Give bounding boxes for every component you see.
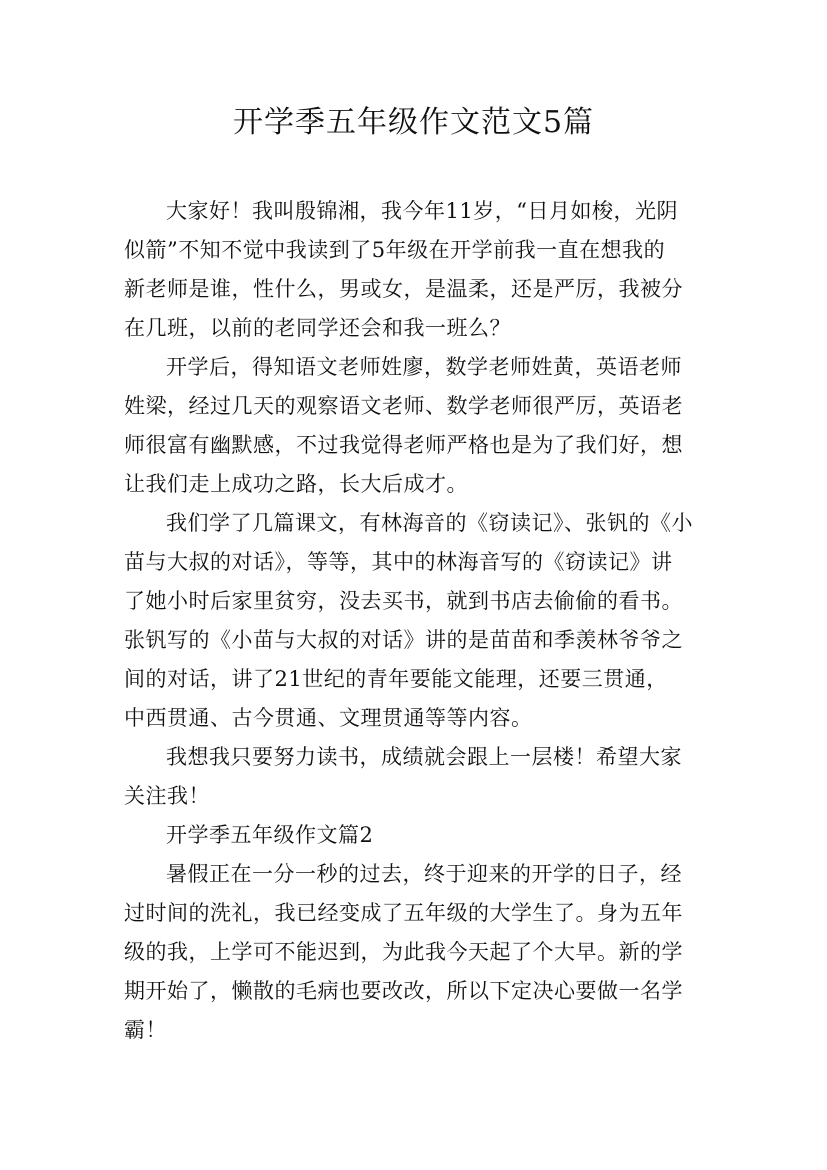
- paragraph-line: 级的我，上学可不能迟到，为此我今天起了个大早。新的学: [124, 940, 683, 964]
- paragraph-line: 间的对话，讲了21世纪的青年要能文能理，还要三贯通，: [124, 667, 668, 691]
- paragraph-line: 过时间的洗礼，我已经变成了五年级的大学生了。身为五年: [124, 901, 683, 925]
- paragraph-2: [124, 348, 706, 504]
- paragraph-line: 姓梁，经过几天的观察语文老师、数学老师很严厉，英语老: [124, 394, 683, 418]
- paragraph-line: 师很富有幽默感，不过我觉得老师严格也是为了我们好，想: [124, 433, 683, 457]
- paragraph-line: 期开始了，懒散的毛病也要改改，所以下定决心要做一名学: [124, 979, 683, 1003]
- paragraph-line: 了她小时后家里贫穷，没去买书，就到书店去偷偷的看书。: [124, 589, 683, 613]
- paragraph-line: 苗与大叔的对话》，等等，其中的林海音写的《窃读记》讲: [124, 550, 673, 574]
- paragraph-line: 我想我只要努力读书，成绩就会跟上一层楼！希望大家: [166, 745, 682, 769]
- paragraph-line: 张钒写的《小苗与大叔的对话》讲的是苗苗和季羡林爷爷之: [124, 628, 683, 652]
- document-body: [124, 192, 706, 1050]
- document-title: 开学季五年级作文范文5篇: [232, 105, 595, 140]
- paragraph-6: [124, 855, 706, 1050]
- paragraph-line: 暑假正在一分一秒的过去，终于迎来的开学的日子，经: [166, 862, 682, 886]
- paragraph-line: 我们学了几篇课文，有林海音的《窃读记》、张钒的《小: [166, 511, 693, 535]
- paragraph-line: 关注我！: [124, 784, 210, 808]
- paragraph-line: 新老师是谁，性什么，男或女，是温柔，还是严厉，我被分: [124, 277, 683, 301]
- paragraph-3: [124, 504, 706, 738]
- paragraph-line: 霸！: [124, 1018, 167, 1042]
- paragraph-line: 中西贯通、古今贯通、文理贯通等等内容。: [124, 706, 533, 730]
- paragraph-line: 让我们走上成功之路，长大后成才。: [124, 472, 468, 496]
- paragraph-1: [124, 192, 706, 348]
- paragraph-line: 似箭”不知不觉中我读到了5年级在开学前我一直在想我的: [124, 238, 666, 262]
- paragraph-line: 大家好！我叫殷锦湘，我今年11岁，“日月如梭，光阴: [166, 199, 678, 223]
- paragraph-line: 开学后，得知语文老师姓廖，数学老师姓黄，英语老师: [166, 355, 682, 379]
- section-heading: [124, 816, 706, 855]
- paragraph-4: [124, 738, 706, 816]
- paragraph-line: 在几班，以前的老同学还会和我一班么？: [124, 316, 511, 340]
- section-heading-text: 开学季五年级作文篇2: [166, 823, 374, 847]
